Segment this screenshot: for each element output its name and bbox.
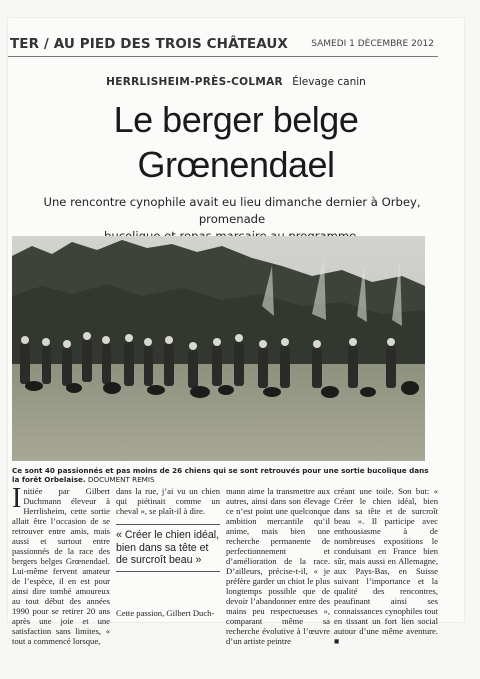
section-header: [8, 36, 464, 56]
article-column-3: mann aime la transmettre aux autres, ainsi dans son élevage ce n’est point une quelconque ambition mercantile qu’il anime, mais bien une recherche permanente de perfectionnement et d’amélioration de la race. D’ailleurs, précise-t-il, « je préfère garder un chiot le plus longtemps possible que de devoir l’abandonner entre des mains peu respectueuses », comparant même sa recherche évolutive à l’œuvre d’un artiste peintre: [226, 486, 330, 646]
headline-line-2: Grœnendael: [137, 144, 335, 185]
article-column-2: dans la rue, j’ai vu un chien qui piétinait comme un cheval », se plaît-il à dire.: [116, 486, 220, 516]
headline-line-1: Le berger belge: [113, 99, 359, 140]
caption-text: Ce sont 40 passionnés et pas moins de 26 chiens qui se sont retrouvés pour une sortie bucolique dans la forêt Orbelaise.: [12, 466, 429, 484]
article-column-4: créant une toile. Son but: « Créer le chien idéal, bien dans sa tête et de surcroît beau ». Il participe avec enthousiasme à de nombreuses expositions le conduisant en France bien sûr, mais aussi en Allemagne, aux Pays-Bas, en Suisse suivant l’importance et la qualité des rencontres, peaufinant ainsi ses connaissances cynophiles tout en tissant un fort lien social autour d’une même aventure. ■: [334, 486, 438, 646]
article-column-2-continued: Cette passion, Gilbert Duch-: [116, 608, 215, 618]
issue-date: SAMEDI 1 DÉCEMBRE 2012: [311, 39, 434, 49]
article-column-1: [12, 483, 110, 646]
article-kicker: [8, 76, 464, 88]
standfirst-line-1: Une rencontre cynophile avait eu lieu dimanche dernier à Orbey, promenade: [43, 195, 421, 226]
drop-cap: I: [12, 483, 22, 514]
article-topic: Élevage canin: [292, 76, 366, 88]
photo-caption: [12, 466, 437, 484]
dateline-place: HERRLISHEIM-PRÈS-COLMAR: [106, 76, 283, 88]
column-1-text: nitiée par Gilbert Duchmann éleveur à Herrlisheim, cette sortie allait être l’occasion de se retrouver entre amis, mais aussi et surtout entre passionnés de la race des bergers belges Grœnendael. Lui-même fervent amateur de l’espèce, il en est pour ainsi dire tombé amoureux au tout début des années 1990 pour se retirer 20 ans après une joie et une satisfaction sans limites, « tout a commencé lorsque,: [12, 486, 110, 646]
group-photo: [12, 236, 425, 461]
newspaper-clipping: [8, 18, 464, 646]
pull-quote: « Créer le chien idéal, bien dans sa tête et de surcroît beau »: [116, 524, 220, 572]
section-title: TER / AU PIED DES TROIS CHÂTEAUX: [10, 36, 288, 52]
caption-credit: DOCUMENT REMIS: [87, 475, 155, 484]
header-rule: [8, 56, 438, 57]
